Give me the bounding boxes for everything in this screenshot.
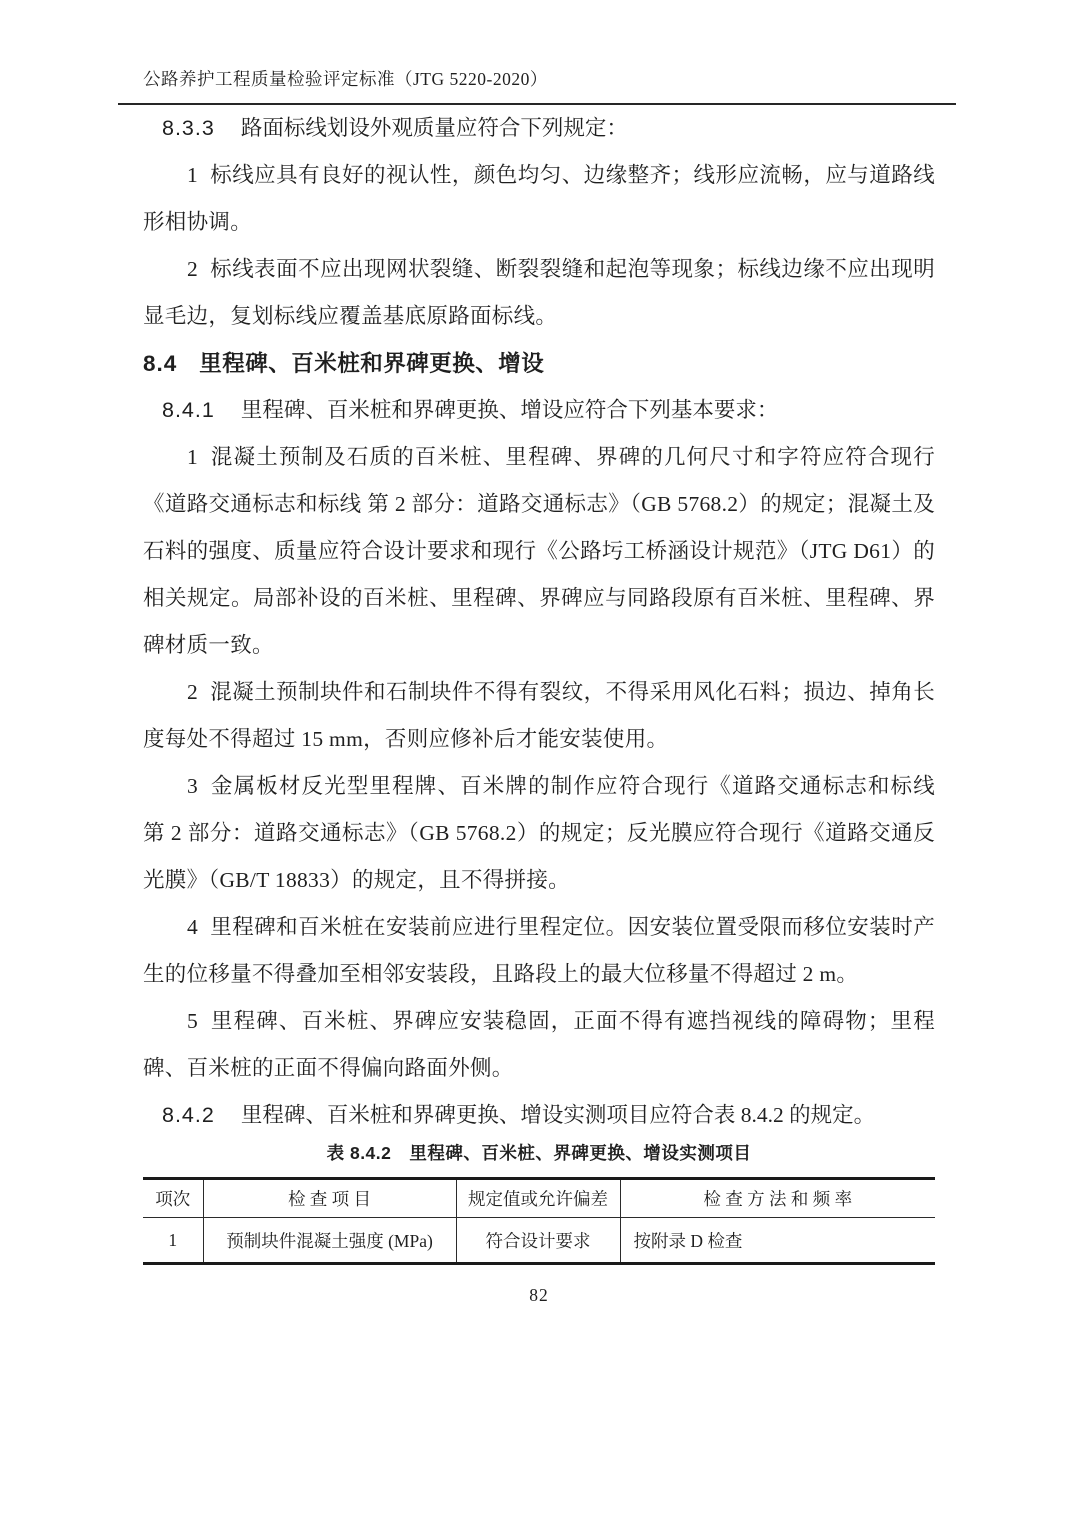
cell-check-item: 预制块件混凝土强度 (MPa) <box>203 1218 456 1264</box>
table-caption: 表 8.4.2 里程碑、百米桩、界碑更换、增设实测项目 <box>326 1143 752 1163</box>
clause-8-4-2 <box>143 1092 935 1139</box>
item-text: 标线应具有良好的视认性，颜色均匀、边缘整齐；线形应流畅，应与道路线形相协调。 <box>143 163 935 234</box>
measurement-table <box>143 1177 935 1265</box>
table-header-row <box>143 1179 935 1218</box>
page-content <box>118 105 956 1306</box>
item-text: 混凝土预制块件和石制块件不得有裂纹，不得采用风化石料；损边、掉角长度每处不得超过 15 mm，否则应修补后才能安装使用。 <box>143 680 935 751</box>
page-header <box>118 0 956 105</box>
clause-number: 8.4.2 <box>162 1103 215 1127</box>
column-header-check-item: 检 查 项 目 <box>203 1179 456 1218</box>
list-item-833-2 <box>143 246 935 340</box>
item-number: 3 <box>187 774 199 798</box>
item-number: 2 <box>187 680 199 704</box>
clause-text: 里程碑、百米桩和界碑更换、增设应符合下列基本要求： <box>240 398 779 422</box>
clause-number: 8.4.1 <box>162 398 215 422</box>
list-item-841-1 <box>143 434 935 669</box>
clause-8-4-1 <box>143 387 935 434</box>
item-text: 混凝土预制及石质的百米桩、里程碑、界碑的几何尺寸和字符应符合现行《道路交通标志和标线 第 2 部分：道路交通标志》（GB 5768.2）的规定；混凝土及石料的强度、质量应符合设计要求和现行《公路圬工桥涵设计规范》（JTG D61）的相关规定。局部补设的百米桩、里程碑、界碑应与同路段原有百米桩、里程碑、界碑材质一致。 <box>143 445 935 657</box>
list-item-833-1 <box>143 152 935 246</box>
item-text: 标线表面不应出现网状裂缝、断裂裂缝和起泡等现象；标线边缘不应出现明显毛边，复划标线应覆盖基底原路面标线。 <box>143 257 935 328</box>
section-text: 里程碑、百米桩和界碑更换、增设 <box>199 351 545 376</box>
running-header: 公路养护工程质量检验评定标准（JTG 5220-2020） <box>143 69 548 89</box>
item-number: 1 <box>187 445 199 469</box>
item-number: 2 <box>187 257 199 281</box>
table-row <box>143 1218 935 1264</box>
item-number: 5 <box>187 1009 199 1033</box>
list-item-841-5 <box>143 998 935 1092</box>
page-number: 82 <box>529 1285 549 1305</box>
column-header-index: 项次 <box>143 1179 203 1218</box>
clause-8-3-3 <box>143 105 935 152</box>
clause-text: 路面标线划设外观质量应符合下列规定： <box>240 116 628 140</box>
list-item-841-3 <box>143 763 935 904</box>
item-text: 里程碑和百米桩在安装前应进行里程定位。因安装位置受限而移位安装时产生的位移量不得叠加至相邻安装段，且路段上的最大位移量不得超过 2 m。 <box>143 915 935 986</box>
section-title-8-4 <box>143 340 935 387</box>
cell-tolerance: 符合设计要求 <box>456 1218 620 1264</box>
clause-number: 8.3.3 <box>162 116 215 140</box>
section-number: 8.4 <box>143 351 178 376</box>
list-item-841-4 <box>143 904 935 998</box>
cell-index: 1 <box>143 1218 203 1264</box>
column-header-method: 检 查 方 法 和 频 率 <box>620 1179 935 1218</box>
item-number: 1 <box>187 163 199 187</box>
item-number: 4 <box>187 915 199 939</box>
list-item-841-2 <box>143 669 935 763</box>
clause-text: 里程碑、百米桩和界碑更换、增设实测项目应符合表 8.4.2 的规定。 <box>240 1103 876 1127</box>
item-text: 里程碑、百米桩、界碑应安装稳固，正面不得有遮挡视线的障碍物；里程碑、百米桩的正面不得偏向路面外侧。 <box>143 1009 935 1080</box>
cell-method: 按附录 D 检查 <box>633 1230 743 1251</box>
column-header-tolerance: 规定值或允许偏差 <box>456 1179 620 1218</box>
item-text: 金属板材反光型里程牌、百米牌的制作应符合现行《道路交通标志和标线 第 2 部分：道路交通标志》（GB 5768.2）的规定；反光膜应符合现行《道路交通反光膜》（GB/T 18833）的规定，且不得拼接。 <box>143 774 935 892</box>
